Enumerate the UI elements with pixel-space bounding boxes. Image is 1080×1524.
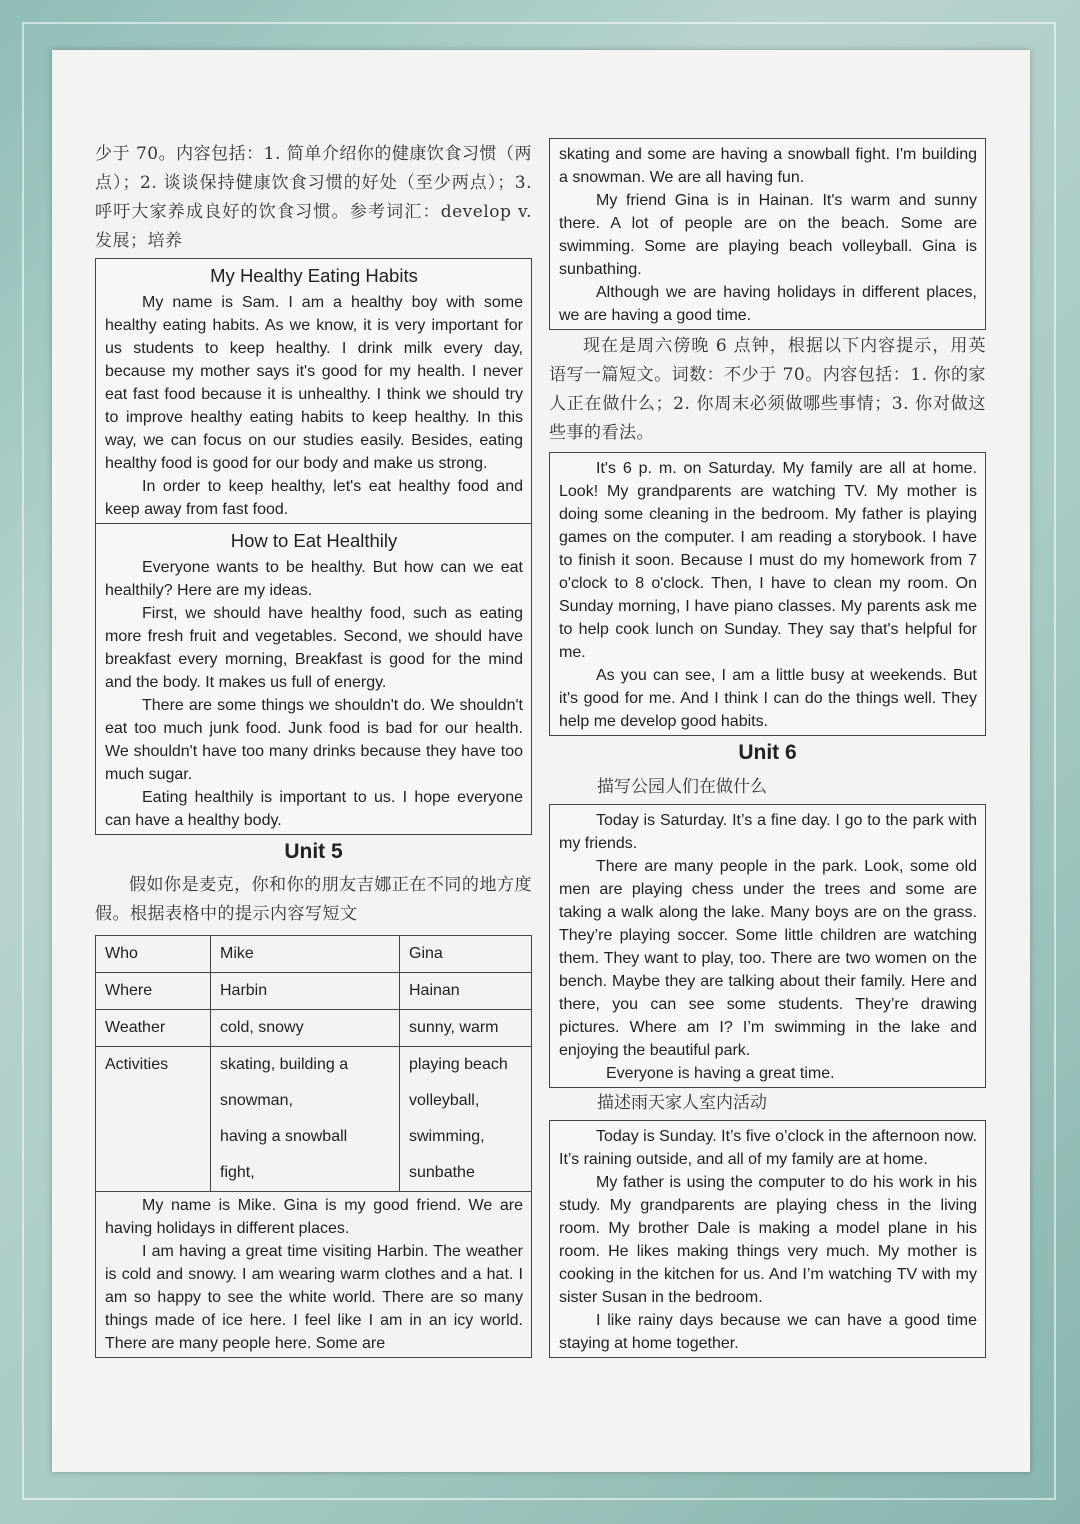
table-row [96,1010,532,1047]
table-cell: Mike [211,936,400,973]
unit-6-hint-rainy: 描述雨天家人室内活动 [597,1093,767,1113]
essay-holidays-part2 [549,138,986,330]
table-cell: Gina [400,936,532,973]
table-cell: Where [96,973,211,1010]
activity-line: fight, [220,1164,255,1181]
essay-paragraph: Today is Sunday. It’s five o’clock in the afternoon now. It’s raining outside, and all of my family are at home. [559,1128,977,1168]
essay-paragraph: My father is using the computer to do his work in his study. My grandparents are playing chess in the living room. My brother Dale is making a model plane in his room. He likes making things very much. My mother is cooking in the kitchen for us. And I’m watching TV with my sister Susan in the bedroom. [559,1174,977,1306]
right-column [549,138,986,1358]
activity-line: skating, building a [220,1056,349,1073]
unit-6-heading: Unit 6 [738,741,797,764]
unit-6-hint-park: 描写公园人们在做什么 [597,777,767,797]
activity-line: swimming, [409,1128,485,1145]
table-row [96,973,532,1010]
activity-line: volleyball, [409,1092,480,1109]
table-cell: Hainan [400,973,532,1010]
essay-paragraph: I am having a great time visiting Harbin. The weather is cold and snowy. I am wearing warm clothes and a hat. I am so happy to see the white world. There are so many things made of ice here. I feel like I am in an icy world. There are many people here. Some are [105,1243,523,1352]
info-table [95,935,532,1192]
table-row [96,1047,532,1192]
table-cell-mike-activities [211,1047,400,1192]
essay-paragraph: Eating healthily is important to us. I hope everyone can have a healthy body. [105,789,523,829]
essay-paragraph: My name is Sam. I am a healthy boy with some healthy eating habits. As we know, it is very important for us students to keep healthy. I drink milk every day, because my mother says it's good for my health. I never eat fast food because it is unhealthy. I think we should try to improve healthy eating habits to keep healthy. In this way, we can focus on our studies easily. Besides, eating healthy food is good for our body and make us strong. [105,294,523,472]
essay-healthy-habits [95,258,532,524]
essay-rainy-day [549,1120,986,1358]
essay-paragraph: As you can see, I am a little busy at weekends. But it's good for me. And I think I can do the things well. They help me develop good habits. [559,667,977,730]
essay-paragraph: My friend Gina is in Hainan. It's warm and sunny there. A lot of people are on the beach. Some are swimming. Some are playing beach volleyball. Gina is sunbathing. [559,192,977,278]
activity-line: having a snowball [220,1128,348,1145]
essay-paragraph: Everyone wants to be healthy. But how can we eat healthily? Here are my ideas. [105,559,523,599]
essay-paragraph: skating and some are having a snowball fight. I'm building a snowman. We are all having fun. [559,146,977,186]
essay-paragraph: My name is Mike. Gina is my good friend. We are having holidays in different places. [105,1197,523,1237]
table-cell: Harbin [211,973,400,1010]
unit-5-heading: Unit 5 [284,840,343,863]
table-cell: Weather [96,1010,211,1047]
essay-park [549,804,986,1088]
writing-prompt-intro: 少于 70。内容包括：1. 简单介绍你的健康饮食习惯（两点）；2. 谈谈保持健康饮食习惯的好处（至少两点）；3. 呼吁大家养成良好的饮食习惯。参考词汇：develop v. 发展；培养 [95,144,532,251]
left-column [95,140,532,1358]
table-cell-gina-activities [400,1047,532,1192]
activity-line: playing beach [409,1056,508,1073]
essay-paragraph: Today is Saturday. It’s a fine day. I go to the park with my friends. [559,812,977,852]
essay-saturday-evening [549,452,986,736]
essay-title: My Healthy Eating Habits [210,265,418,286]
table-row [96,936,532,973]
writing-prompt-saturday: 现在是周六傍晚 6 点钟，根据以下内容提示，用英语写一篇短文。词数：不少于 70。内容包括：1. 你的家人正在做什么；2. 你周末必须做哪些事情；3. 你对做这些事的看法。 [549,336,986,443]
essay-paragraph: It's 6 p. m. on Saturday. My family are all at home. Look! My grandparents are watching TV. My mother is doing some cleaning in the bedroom. My father is playing games on the computer. I am reading a storybook. I have to finish it soon. Because I must do my homework from 7 o'clock to 8 o'clock. Then, I have to clean my room. On Sunday morning, I have piano classes. My parents ask me to help cook lunch on Sunday. They say that's helpful for me. [559,460,977,661]
activity-line: snowman, [220,1092,293,1109]
table-cell: cold, snowy [211,1010,400,1047]
paper-page [52,50,1030,1472]
unit-5-prompt: 假如你是麦克，你和你的朋友吉娜正在不同的地方度假。根据表格中的提示内容写短文 [95,875,532,924]
essay-paragraph: In order to keep healthy, let's eat healthy food and keep away from fast food. [105,478,523,518]
activity-line: sunbathe [409,1164,475,1181]
table-cell: Who [96,936,211,973]
table-cell: sunny, warm [400,1010,532,1047]
essay-title: How to Eat Healthily [230,530,398,551]
essay-paragraph: Everyone is having a great time. [606,1065,835,1082]
table-cell: Activities [96,1047,211,1192]
essay-eat-healthily [95,524,532,835]
essay-paragraph: There are some things we shouldn't do. We shouldn't eat too much junk food. Junk food is bad for our health. We shouldn't have too many drinks because they have too much sugar. [105,697,523,783]
essay-paragraph: First, we should have healthy food, such as eating more fresh fruit and vegetables. Second, we should have breakfast every morning, Breakfast is good for the mind and the body. It makes us full of energy. [105,605,523,691]
essay-holidays-part1 [95,1192,532,1358]
essay-paragraph: There are many people in the park. Look, some old men are playing chess under the trees and some are taking a walk along the lake. Many boys are on the grass. They’re playing soccer. Some little children are watching them. They want to play, too. There are two women on the bench. Maybe they are talking about their family. Here and there, you can see some students. They’re drawing pictures. Where am I? I’m swimming in the lake and enjoying the beautiful park. [559,858,977,1059]
essay-paragraph: I like rainy days because we can have a good time staying at home together. [559,1312,977,1352]
essay-paragraph: Although we are having holidays in different places, we are having a good time. [559,284,977,324]
